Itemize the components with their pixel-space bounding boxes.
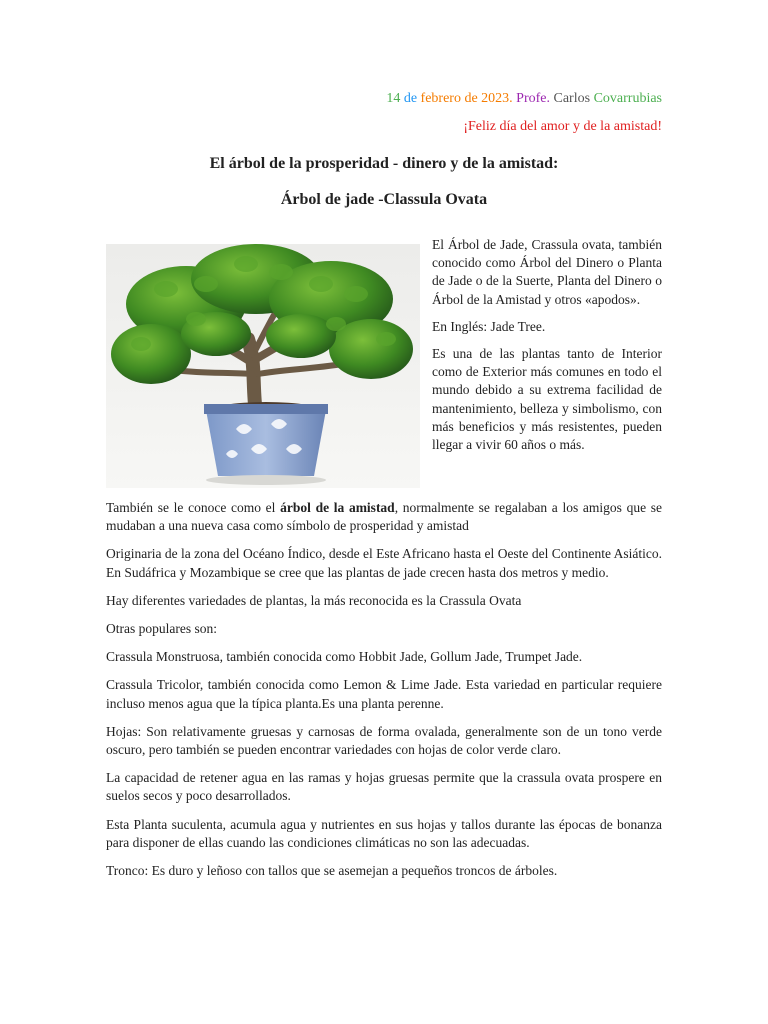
jade-tree-photo — [106, 244, 420, 488]
friendship-paragraph: También se le conoce como el árbol de la amistad, normalmente se regalaban a los amigos que se mudaban a una nueva casa como símbolo de prosperidad y amistad — [106, 500, 662, 534]
varieties-paragraph: Hay diferentes variedades de plantas, la más reconocida es la Crassula Ovata — [106, 592, 522, 608]
document-title: El árbol de la prosperidad - dinero y de la amistad: — [209, 155, 559, 172]
popularity-paragraph: Es una de las plantas tanto de Interior como de Exterior más comunes en todo el mundo debido a su extrema facilidad de mantenimiento, belleza y simbolismo, con más beneficios y más resistentes, pueden llegar a vivir 60 años o más. — [432, 346, 662, 453]
friendship-bold: árbol de la amistad — [280, 500, 395, 515]
document-subtitle: Árbol de jade -Classula Ovata — [280, 191, 488, 208]
monstruosa-paragraph: Crassula Monstruosa, también conocida como Hobbit Jade, Gollum Jade, Trumpet Jade. — [106, 649, 583, 665]
others-paragraph: Otras populares son: — [106, 621, 217, 637]
date-month-year: febrero de 2023. — [420, 91, 513, 106]
intro-paragraph: El Árbol de Jade, Crassula ovata, también conocido como Árbol del Dinero o Planta de Jade o de la Suerte, Planta del Dinero o Árbol de la Amistad y otros «apodos». — [432, 237, 662, 307]
author-last-name: Covarrubias — [590, 91, 662, 106]
leaves-paragraph: Hojas: Son relativamente gruesas y carnosas de forma ovalada, generalmente son de un tono verde oscuro, pero también se pueden encontrar variedades con hojas de color verde claro. — [106, 723, 662, 758]
origin-paragraph: Originaria de la zona del Océano Índico, desde el Este Africano hasta el Oeste del Continente Asiático. En Sudáfrica y Mozambique se cree que las plantas de jade crecen hasta dos metros y medio. — [106, 546, 662, 580]
date-day: 14 — [386, 91, 401, 106]
date-profe: Profe. — [512, 91, 550, 106]
intro-side-text — [432, 236, 662, 463]
date-de: de — [400, 91, 421, 106]
dateline — [386, 91, 662, 107]
trunk-paragraph: Tronco: Es duro y leñoso con tallos que se asemejan a pequeños troncos de árboles. — [106, 863, 558, 879]
succulent-paragraph: Esta Planta suculenta, acumula agua y nutrientes en sus hojas y tallos durante las épocas de bonanza para disponer de ellas cuando las condiciones climáticas no son las adecuadas. — [106, 816, 662, 850]
author-first-name: Carlos — [550, 91, 591, 106]
english-name-paragraph: En Inglés: Jade Tree. — [432, 318, 546, 334]
greeting: ¡Feliz día del amor y de la amistad! — [463, 119, 662, 134]
tricolor-paragraph: Crassula Tricolor, también conocida como Lemon & Lime Jade. Esta variedad en particular requiere incluso menos agua que la típica planta.Es una planta perenne. — [106, 677, 662, 711]
document-body — [106, 499, 662, 890]
water-paragraph: La capacidad de retener agua en las ramas y hojas gruesas permite que la crassula ovata prospere en suelos secos y poco desarrollados. — [106, 770, 662, 804]
